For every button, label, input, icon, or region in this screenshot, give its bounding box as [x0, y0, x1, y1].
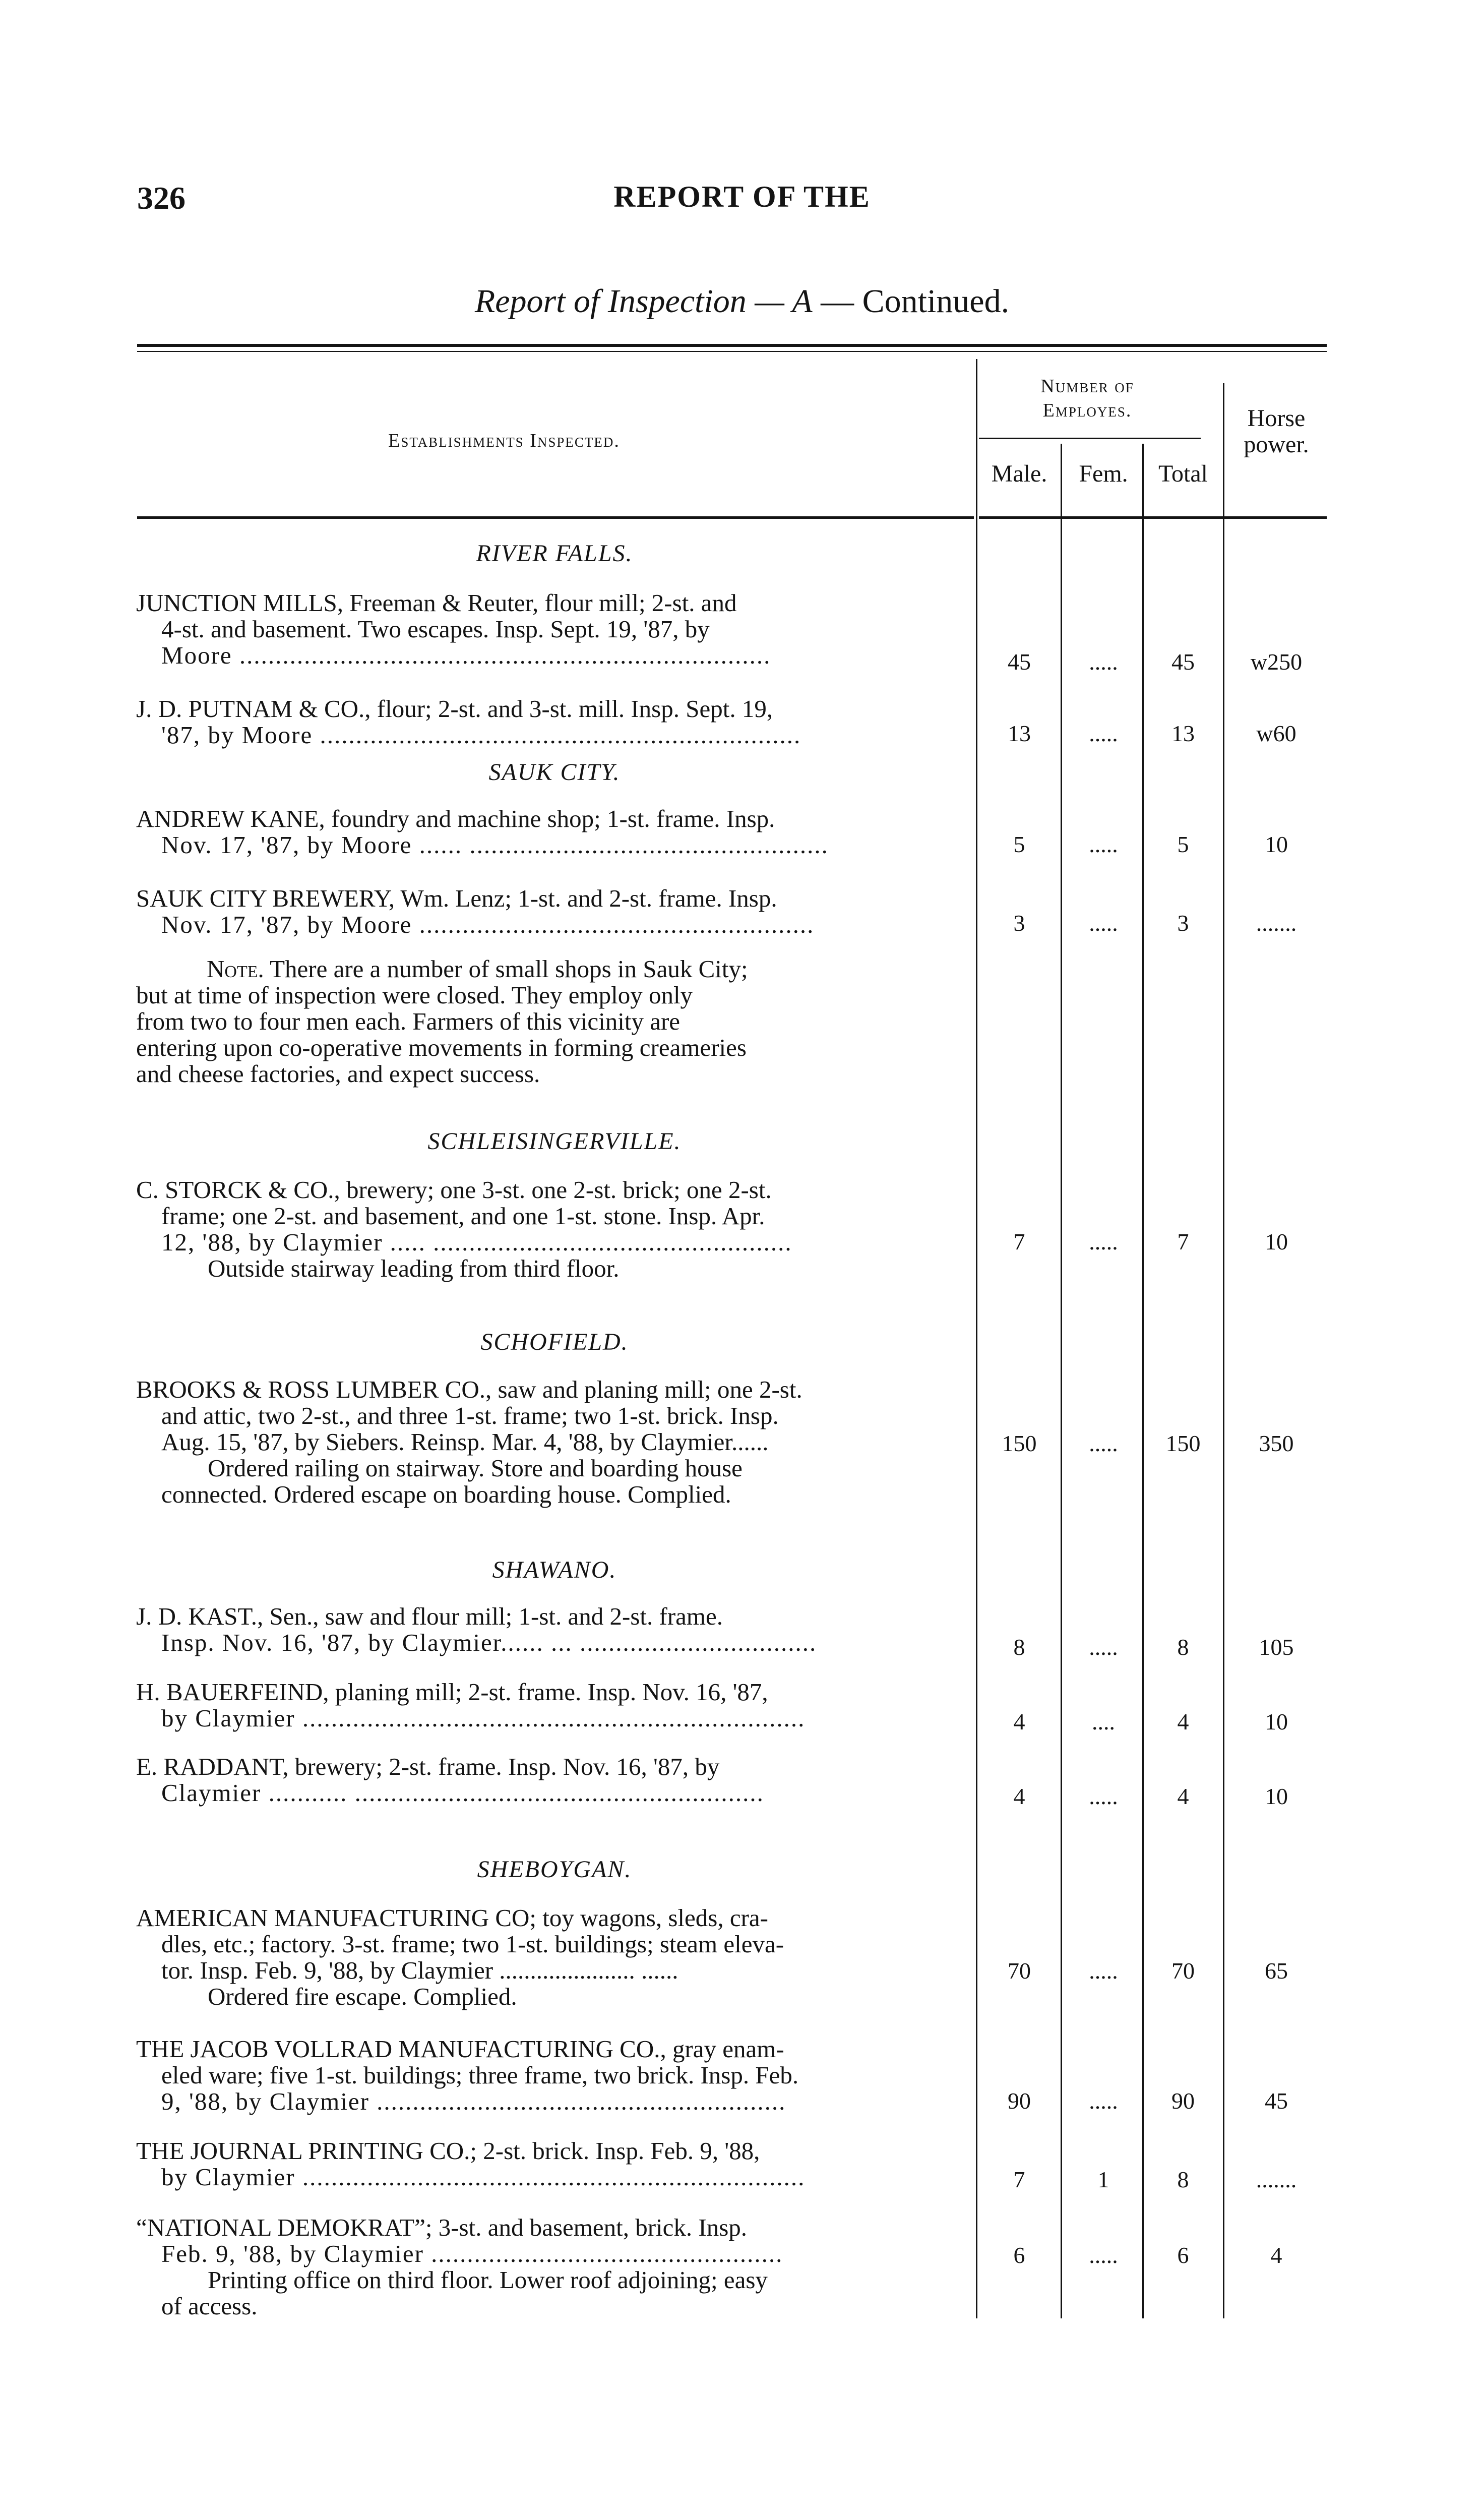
total-count: 45 — [1171, 649, 1195, 675]
entry-remark: Ordered railing on stairway. Store and boarding house — [208, 1454, 743, 1482]
entry-line: Nov. 17, '87, by Moore ...... .................................................. — [161, 831, 829, 859]
male-count: 70 — [1008, 1958, 1031, 1984]
note-text: but at time of inspection were closed. They employ only — [136, 981, 693, 1009]
male-count: 7 — [1013, 2167, 1025, 2192]
entry-line: Feb. 9, '88, by Claymier ................................................. — [161, 2240, 783, 2267]
horsepower-value: 10 — [1265, 1783, 1288, 1809]
entry-line: SAUK CITY BREWERY, Wm. Lenz; 1-st. and 2-st. frame. Insp. — [136, 884, 777, 912]
entry-kast — [136, 1603, 973, 1656]
female-count: ..... — [1089, 1430, 1118, 1456]
note-text: There are a number of small shops in Sauk City; — [270, 955, 748, 983]
horsepower-header-line2: power. — [1244, 431, 1309, 458]
page-number: 326 — [137, 180, 186, 216]
subtitle-italic: Report of Inspection — A — [474, 283, 813, 320]
note-label: Note. — [207, 955, 264, 983]
note-text: and cheese factories, and expect success. — [136, 1060, 540, 1088]
entry-journal-printing — [136, 2138, 973, 2190]
entry-storck — [136, 1177, 973, 1282]
entry-andrew-kane — [136, 806, 973, 858]
page-header — [0, 180, 1484, 225]
header-bottom-rule-right — [979, 516, 1327, 519]
section-schofield: SCHOFIELD. — [480, 1329, 629, 1355]
male-count: 13 — [1008, 721, 1031, 746]
section-sauk-city: SAUK CITY. — [488, 759, 621, 786]
top-rule-thick — [137, 344, 1327, 347]
entry-line: Claymier ........... ......................................................... — [161, 1779, 764, 1807]
total-count: 7 — [1177, 1229, 1189, 1254]
male-count: 8 — [1013, 1634, 1025, 1660]
horsepower-value: 65 — [1265, 1958, 1288, 1984]
entry-line: and attic, two 2-st., and three 1-st. frame; two 1-st. brick. Insp. — [161, 1402, 779, 1429]
employees-group-header — [979, 374, 1196, 423]
column-divider-left — [976, 359, 977, 2318]
entry-line: Aug. 15, '87, by Siebers. Reinsp. Mar. 4, '88, by Claymier...... — [161, 1428, 769, 1456]
total-count: 90 — [1171, 2088, 1195, 2114]
female-count: ..... — [1089, 721, 1118, 746]
female-count: ..... — [1089, 1229, 1118, 1254]
female-count: ..... — [1089, 2088, 1118, 2114]
female-count: ..... — [1089, 910, 1118, 936]
entry-bauerfeind — [136, 1679, 973, 1731]
horsepower-value: 10 — [1265, 1229, 1288, 1254]
entry-line: C. STORCK & CO., brewery; one 3-st. one 2-st. brick; one 2-st. — [136, 1176, 772, 1204]
horsepower-column-header — [1226, 405, 1327, 458]
horsepower-value: ....... — [1256, 910, 1297, 936]
entry-line: tor. Insp. Feb. 9, '88, by Claymier ...................... ...... — [161, 1956, 678, 1984]
total-count: 8 — [1177, 2167, 1189, 2192]
entry-brooks-ross — [136, 1377, 973, 1508]
column-divider-total-hp — [1223, 383, 1224, 2318]
horsepower-header-line1: Horse — [1247, 405, 1306, 432]
entry-line: 4-st. and basement. Two escapes. Insp. Sept. 19, '87, by — [161, 615, 710, 643]
entry-line: J. D. PUTNAM & CO., flour; 2-st. and 3-st. mill. Insp. Sept. 19, — [136, 695, 773, 723]
total-count: 70 — [1171, 1958, 1195, 1984]
entry-remark: Printing office on third floor. Lower roof adjoining; easy — [208, 2266, 768, 2294]
entry-line: H. BAUERFEIND, planing mill; 2-st. frame. Insp. Nov. 16, '87, — [136, 1678, 768, 1706]
entry-putnam — [136, 696, 973, 748]
female-count: ..... — [1089, 1958, 1118, 1984]
horsepower-value: w60 — [1256, 721, 1296, 746]
section-shawano: SHAWANO. — [492, 1557, 617, 1583]
sauk-city-note — [136, 956, 973, 1087]
male-count: 5 — [1013, 831, 1025, 857]
entry-line: by Claymier ...................................................................... — [161, 1704, 806, 1732]
employees-subrule — [979, 438, 1201, 439]
entry-line: '87, by Moore ................................................................... — [161, 721, 801, 749]
entry-remark: Outside stairway leading from third floor. — [208, 1254, 620, 1282]
horsepower-value: ....... — [1256, 2167, 1297, 2192]
total-column-header: Total — [1158, 460, 1208, 487]
entry-line: “NATIONAL DEMOKRAT”; 3-st. and basement, brick. Insp. — [136, 2214, 748, 2241]
entry-junction-mills — [136, 590, 973, 669]
female-count: ..... — [1089, 649, 1118, 675]
top-rule-thin — [137, 351, 1327, 352]
employees-header-line1: Number of — [1040, 376, 1134, 397]
horsepower-value: 105 — [1259, 1634, 1294, 1660]
entry-line: Moore .......................................................................... — [161, 641, 771, 669]
male-count: 3 — [1013, 910, 1025, 936]
entry-raddant — [136, 1754, 973, 1806]
female-count: .... — [1092, 1709, 1115, 1735]
male-count: 150 — [1002, 1430, 1037, 1456]
note-text: from two to four men each. Farmers of this vicinity are — [136, 1007, 681, 1035]
male-count: 6 — [1013, 2242, 1025, 2268]
horsepower-value: 350 — [1259, 1430, 1294, 1456]
section-sheboygan: SHEBOYGAN. — [477, 1856, 632, 1883]
entry-line: by Claymier ...................................................................... — [161, 2163, 806, 2191]
entry-line: 9, '88, by Claymier ......................................................... — [161, 2087, 786, 2115]
header-bottom-rule-left — [137, 516, 974, 519]
female-column-header: Fem. — [1079, 460, 1128, 487]
total-count: 6 — [1177, 2242, 1189, 2268]
horsepower-value: 45 — [1265, 2088, 1288, 2114]
employees-header-line2: Employes. — [1042, 400, 1132, 421]
entry-line: dles, etc.; factory. 3-st. frame; two 1-st. buildings; steam eleva- — [161, 1930, 784, 1958]
entry-sauk-city-brewery — [136, 885, 973, 938]
entry-line: AMERICAN MANUFACTURING CO; toy wagons, sleds, cra- — [136, 1904, 768, 1932]
entry-remark: of access. — [161, 2292, 258, 2320]
entry-line: frame; one 2-st. and basement, and one 1-st. stone. Insp. Apr. — [161, 1202, 765, 1230]
female-count: 1 — [1097, 2167, 1109, 2192]
total-count: 8 — [1177, 1634, 1189, 1660]
horsepower-value: 10 — [1265, 831, 1288, 857]
entry-line: ANDREW KANE, foundry and machine shop; 1-st. frame. Insp. — [136, 805, 775, 832]
entry-american-manufacturing — [136, 1905, 973, 2010]
male-count: 7 — [1013, 1229, 1025, 1254]
note-text: entering upon co-operative movements in forming creameries — [136, 1034, 747, 1061]
entry-remark: Ordered fire escape. Complied. — [208, 1983, 517, 2010]
total-count: 150 — [1165, 1430, 1201, 1456]
running-title: REPORT OF THE — [613, 180, 871, 213]
total-count: 4 — [1177, 1783, 1189, 1809]
entry-line: Nov. 17, '87, by Moore ....................................................... — [161, 911, 815, 938]
total-count: 5 — [1177, 831, 1189, 857]
female-count: ..... — [1089, 831, 1118, 857]
male-count: 4 — [1013, 1709, 1025, 1735]
male-column-header: Male. — [991, 460, 1047, 487]
female-count: ..... — [1089, 1783, 1118, 1809]
section-schleisingerville: SCHLEISINGERVILLE. — [427, 1128, 682, 1155]
table-subtitle — [0, 282, 1484, 321]
entry-line: BROOKS & ROSS LUMBER CO., saw and planing mill; one 2-st. — [136, 1376, 802, 1403]
total-count: 13 — [1171, 721, 1195, 746]
horsepower-value: w250 — [1250, 649, 1303, 675]
entry-line: eled ware; five 1-st. buildings; three frame, two brick. Insp. Feb. — [161, 2061, 799, 2089]
entry-line: Insp. Nov. 16, '87, by Claymier...... ... ................................. — [161, 1629, 817, 1656]
horsepower-value: 4 — [1270, 2242, 1282, 2268]
column-divider-male-fem — [1061, 444, 1062, 2318]
section-river-falls: RIVER FALLS. — [476, 540, 633, 567]
subtitle-rest: — Continued. — [812, 283, 1010, 320]
female-count: ..... — [1089, 1634, 1118, 1660]
male-count: 90 — [1008, 2088, 1031, 2114]
establishments-header: Establishments Inspected. — [388, 430, 620, 451]
entry-vollrad — [136, 2036, 973, 2115]
entry-line: J. D. KAST., Sen., saw and flour mill; 1-st. and 2-st. frame. — [136, 1602, 723, 1630]
male-count: 4 — [1013, 1783, 1025, 1809]
entry-line: E. RADDANT, brewery; 2-st. frame. Insp. Nov. 16, '87, by — [136, 1753, 720, 1780]
male-count: 45 — [1008, 649, 1031, 675]
entry-line: 12, '88, by Claymier ..... .................................................. — [161, 1228, 792, 1256]
total-count: 3 — [1177, 910, 1189, 936]
entry-line: THE JACOB VOLLRAD MANUFACTURING CO., gray enam- — [136, 2035, 784, 2063]
female-count: ..... — [1089, 2242, 1118, 2268]
total-count: 4 — [1177, 1709, 1189, 1735]
entry-line: JUNCTION MILLS, Freeman & Reuter, flour mill; 2-st. and — [136, 589, 737, 617]
entry-line: THE JOURNAL PRINTING CO.; 2-st. brick. Insp. Feb. 9, '88, — [136, 2137, 760, 2165]
entry-national-demokrat — [136, 2215, 973, 2319]
entry-remark: connected. Ordered escape on boarding house. Complied. — [161, 1480, 731, 1508]
horsepower-value: 10 — [1265, 1709, 1288, 1735]
